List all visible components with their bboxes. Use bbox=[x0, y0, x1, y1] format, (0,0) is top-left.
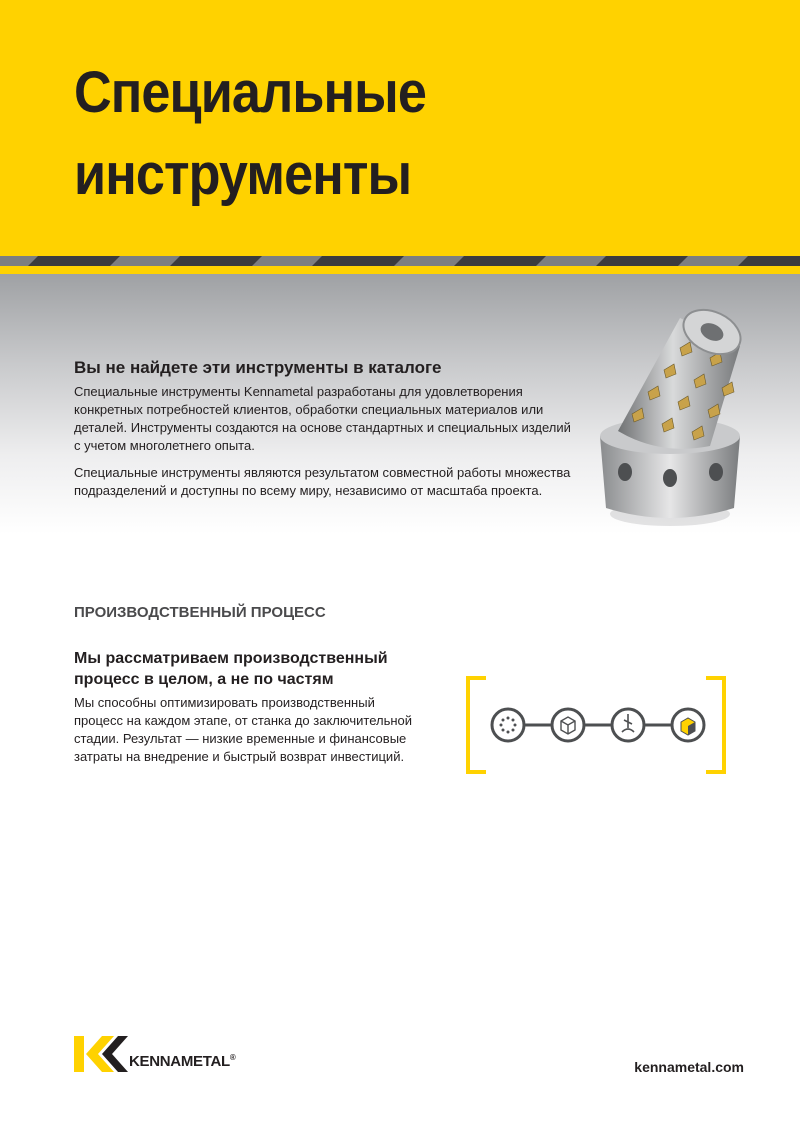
website-link[interactable]: kennametal.com bbox=[634, 1059, 744, 1075]
cutting-tool-icon bbox=[612, 709, 644, 741]
intro-section bbox=[74, 357, 574, 509]
kennametal-logo bbox=[74, 1034, 274, 1074]
logo-wordmark bbox=[129, 1053, 236, 1070]
title-line-2: инструменты bbox=[74, 142, 412, 207]
right-bracket bbox=[706, 678, 724, 772]
process-section-label: ПРОИЗВОДСТВЕННЫЙ ПРОЦЕСС bbox=[74, 604, 326, 621]
process-heading bbox=[74, 648, 414, 690]
process-heading-line-1: Мы рассматриваем производственный bbox=[74, 650, 388, 667]
header-banner bbox=[0, 0, 800, 256]
intro-paragraph-2: Специальные инструменты являются результатом совместной работы множества подразделений и доступны по всему миру, независимо от масштаба проекта. bbox=[74, 465, 571, 498]
workpiece-cube-icon bbox=[552, 709, 584, 741]
left-bracket bbox=[468, 678, 486, 772]
process-heading-line-2: процесс в целом, а не по частям bbox=[74, 671, 334, 688]
machine-spindle-icon bbox=[492, 709, 524, 741]
kennametal-k-icon bbox=[74, 1034, 128, 1074]
page-title bbox=[74, 52, 426, 216]
title-line-1: Специальные bbox=[74, 60, 426, 125]
registered-mark: ® bbox=[229, 1053, 236, 1062]
yellow-divider bbox=[0, 266, 800, 274]
hazard-stripe-band bbox=[0, 256, 800, 266]
logo-text: KENNAMETAL bbox=[129, 1053, 230, 1070]
intro-heading: Вы не найдете эти инструменты в каталоге bbox=[74, 358, 442, 377]
intro-paragraph-1: Специальные инструменты Kennametal разработаны для удовлетворения конкретных потребностей клиентов, обработки специальных материалов или деталей. Инструменты создаются на основе стандартных и специальных изделий с учетом многолетнего опыта. bbox=[74, 384, 571, 453]
process-section bbox=[74, 648, 414, 766]
process-body: Мы способны оптимизировать производственный процесс на каждом этапе, от станка до заключительной стадии. Результат — низкие временные и финансовые затраты на внедрение и быстрый возврат инвестиций. bbox=[74, 695, 413, 764]
finished-part-icon bbox=[672, 709, 704, 741]
process-diagram bbox=[464, 676, 728, 774]
special-tool-image bbox=[570, 296, 770, 536]
